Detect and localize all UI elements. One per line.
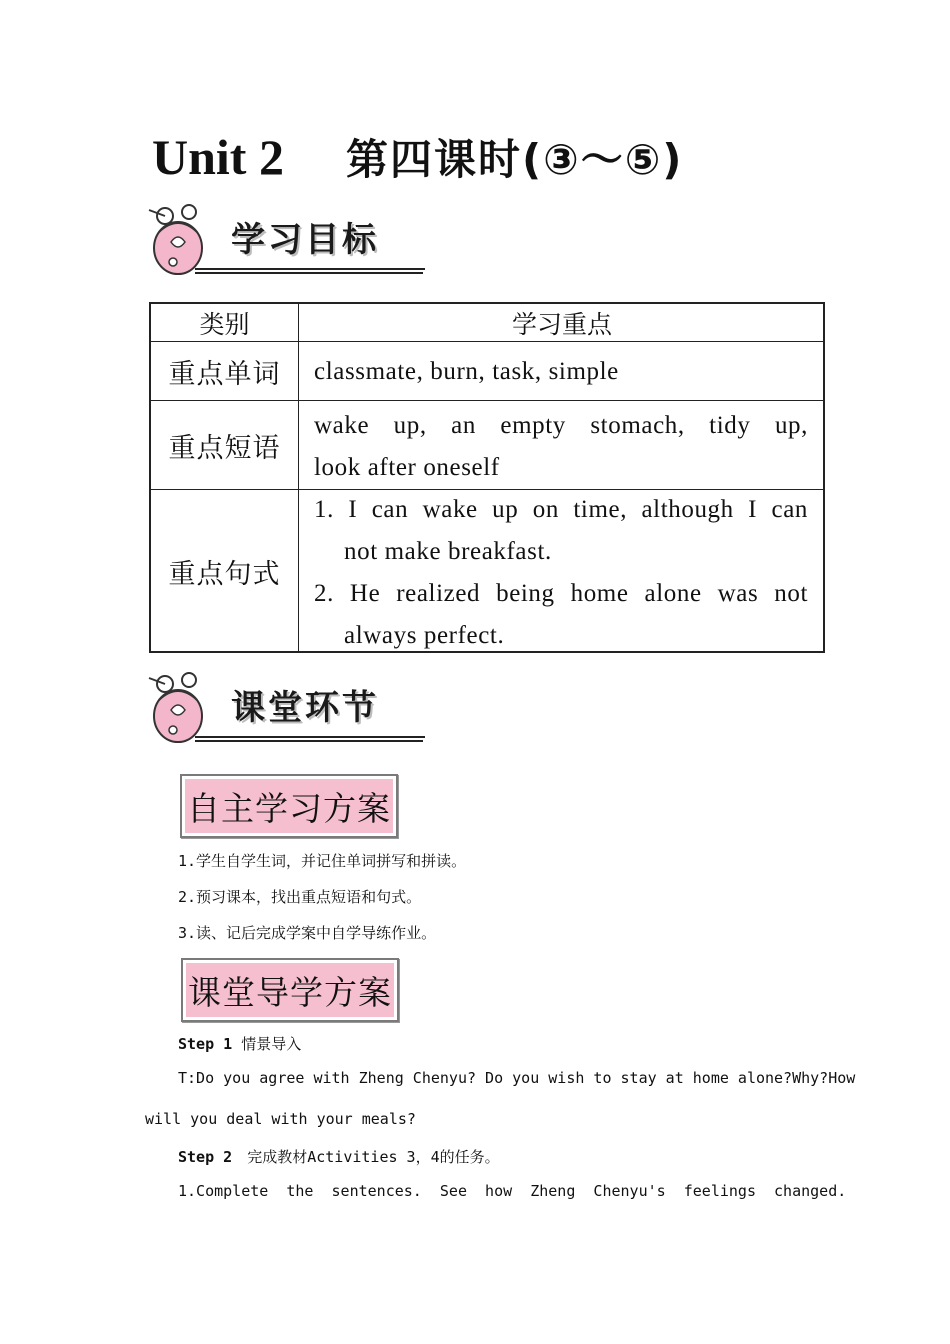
table-header-category: 类别 [199, 309, 250, 339]
class-guide-heading-box [181, 958, 399, 1022]
row-content-sentence-line: 2. He realized being home alone was not [314, 580, 808, 607]
task-item: 1.Complete the sentences. See how Zheng Chenyu's feelings changed. [178, 1182, 847, 1200]
goals-section-banner [145, 202, 435, 280]
banner-underline [195, 736, 425, 738]
self-study-heading-box [180, 774, 398, 838]
step1-label: Step 1 [178, 1035, 233, 1053]
step1-line [178, 1033, 301, 1054]
banner-underline [195, 272, 423, 274]
goals-section-title: 学习目标 [231, 220, 379, 260]
self-study-item: 1.学生自学生词，并记住单词拼写和拼读。 [178, 852, 467, 870]
step1-title: 情景导入 [241, 1035, 302, 1053]
learning-goals-table [149, 302, 825, 653]
row-content-words: classmate, burn, task, simple [314, 358, 619, 385]
class-section-title: 课堂环节 [231, 688, 379, 728]
self-study-item: 2.预习课本，找出重点短语和句式。 [178, 888, 422, 906]
row-content-phrases-line: wake up, an empty stomach, tidy up, [314, 412, 808, 439]
class-guide-heading: 课堂导学方案 [186, 963, 394, 1017]
step2-title: 完成教材Activities 3，4的任务。 [247, 1148, 500, 1166]
row-content-sentence-line: 1. I can wake up on time, although I can [314, 496, 808, 523]
row-category-phrases: 重点短语 [168, 432, 281, 464]
title-unit: Unit 2 [152, 129, 284, 185]
page-title [152, 122, 683, 192]
step1-text-line: T:Do you agree with Zheng Chenyu? Do you wish to stay at home alone?Why?How [178, 1069, 856, 1087]
flower-basket-icon [145, 670, 211, 746]
banner-underline [195, 740, 423, 742]
step1-text-line: will you deal with your meals? [145, 1110, 416, 1128]
self-study-heading: 自主学习方案 [185, 779, 393, 833]
title-lesson: 第四课时(③～⑤) [345, 135, 684, 184]
class-section-banner [145, 670, 435, 748]
flower-basket-icon [145, 202, 211, 278]
step2-label: Step 2 [178, 1148, 233, 1166]
banner-underline [195, 268, 425, 270]
row-content-phrases-line: look after oneself [314, 454, 500, 481]
self-study-item: 3.读、记后完成学案中自学导练作业。 [178, 924, 437, 942]
step2-line [178, 1146, 500, 1167]
row-category-sentences: 重点句式 [168, 559, 281, 590]
row-category-words: 重点单词 [168, 358, 281, 390]
table-divider [298, 304, 299, 651]
row-content-sentence-line: always perfect. [344, 622, 505, 649]
table-header-focus: 学习重点 [511, 309, 612, 339]
row-content-sentence-line: not make breakfast. [344, 538, 552, 565]
